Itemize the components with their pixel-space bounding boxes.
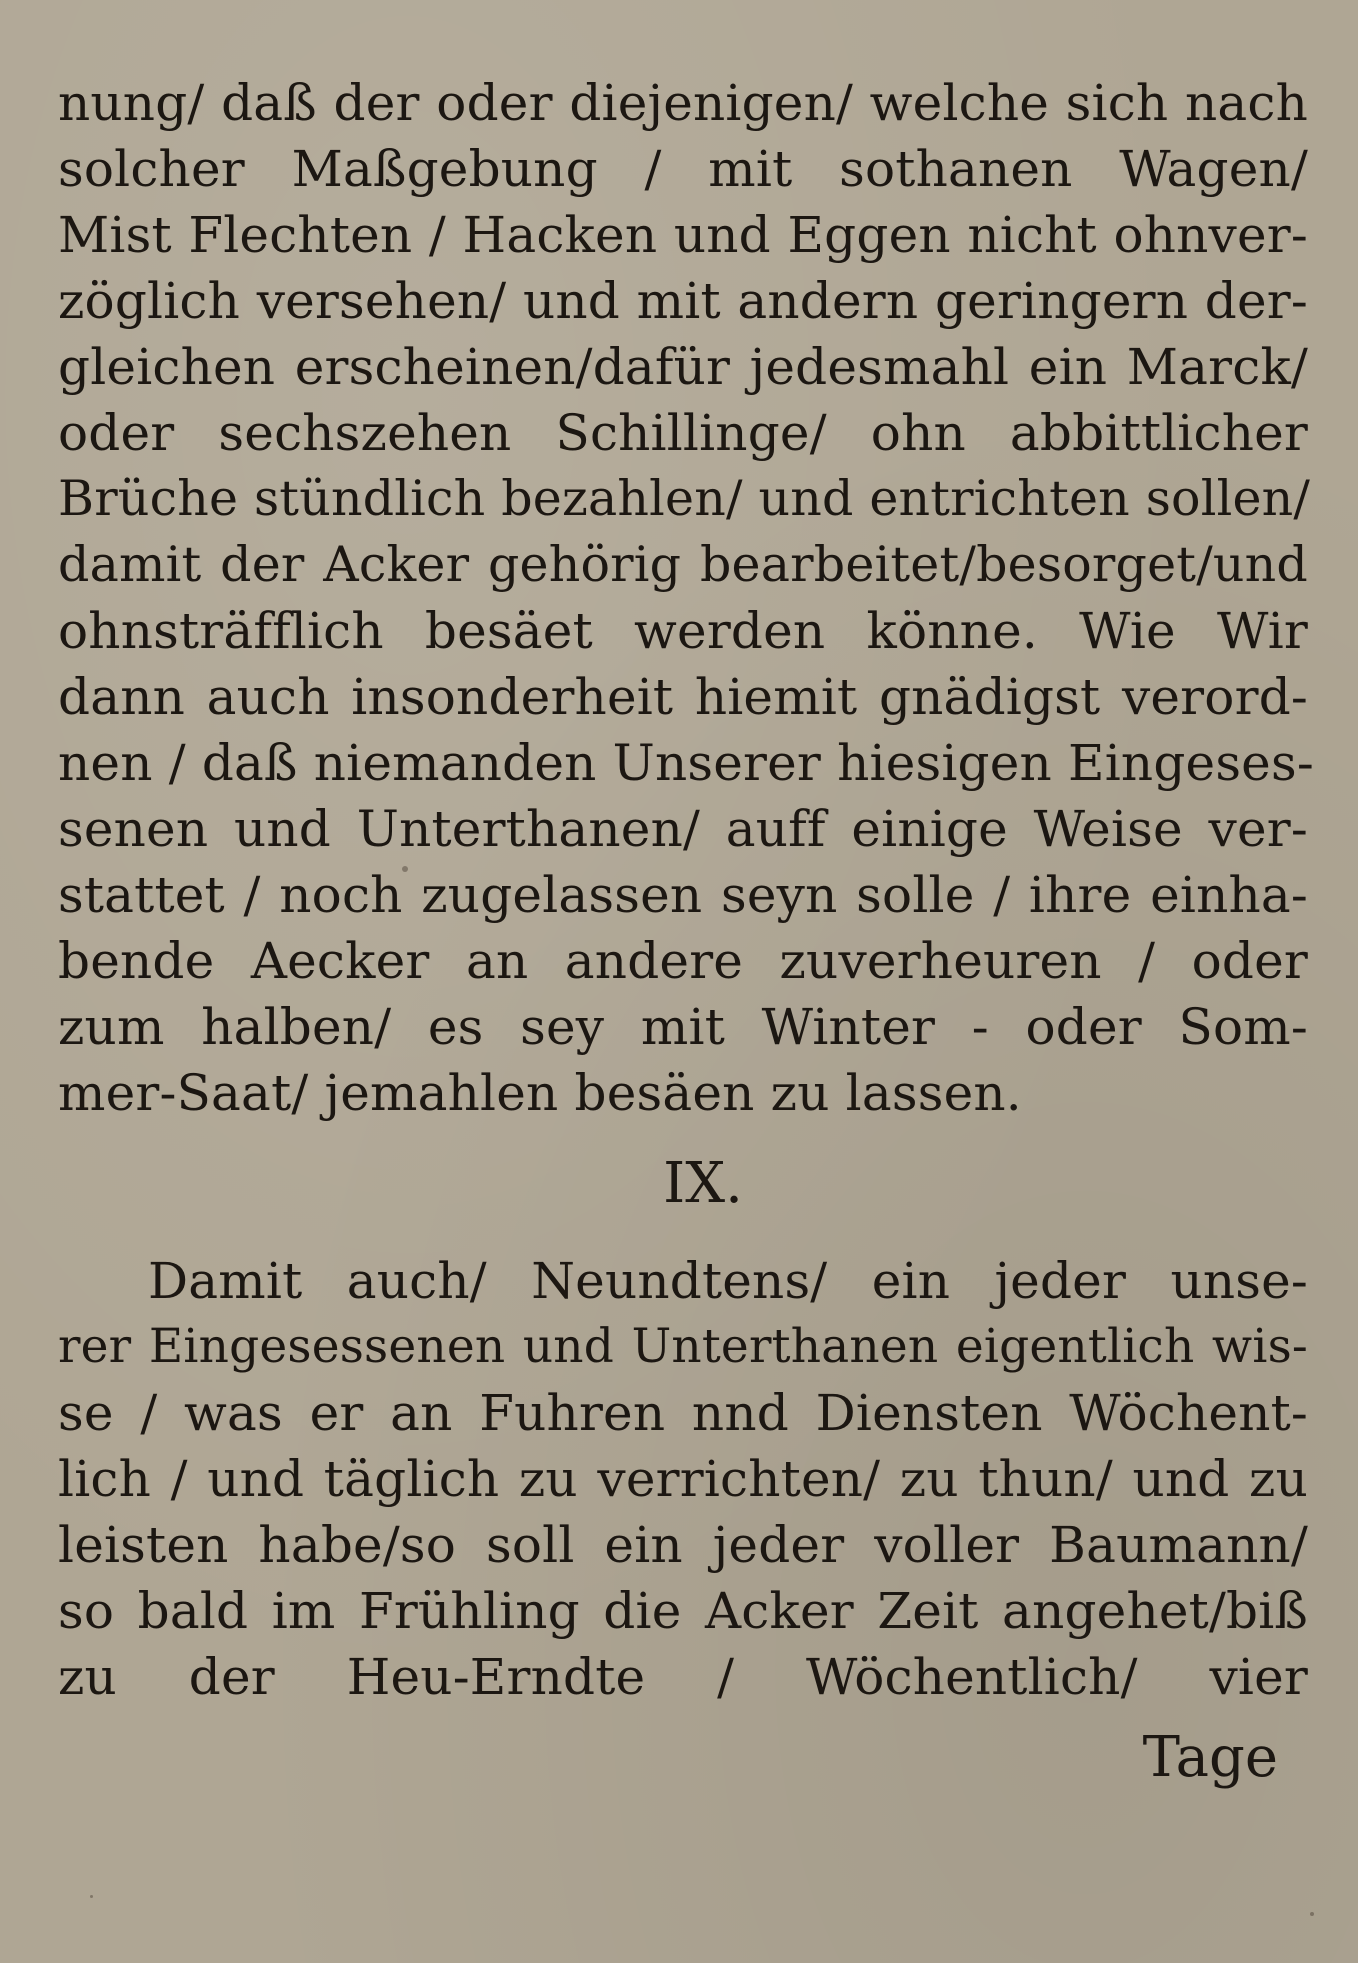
text-line: stattet / noch zugelassen seyn solle / ihre einha-	[58, 866, 1308, 924]
text-line: Damit auch/ Neundtens/ ein jeder unse-	[148, 1252, 1308, 1310]
ink-speck	[90, 1895, 93, 1898]
text-line: gleichen erscheinen/dafür jedesmahl ein Marck/	[58, 338, 1308, 396]
text-line: nung/ daß der oder diejenigen/ welche sich nach	[58, 74, 1308, 132]
text-line: bende Aecker an andere zuverheuren / oder	[58, 932, 1308, 990]
text-line: Mist Flechten / Hacken und Eggen nicht ohnver-	[58, 206, 1308, 264]
text-line: zum halben/ es sey mit Winter - oder Som-	[58, 998, 1308, 1056]
catchword: Tage	[1142, 1725, 1278, 1790]
text-line: oder sechszehen Schillinge/ ohn abbittlicher	[58, 404, 1308, 462]
section-number: IX.	[663, 1151, 743, 1216]
text-line: nen / daß niemanden Unserer hiesigen Eingeses-	[58, 734, 1314, 792]
text-line: solcher Maßgebung / mit sothanen Wagen/	[58, 140, 1308, 198]
page-text	[58, 70, 1314, 1798]
text-line: dann auch insonderheit hiemit gnädigst verord-	[58, 668, 1308, 726]
paragraph-2	[58, 1248, 1308, 1710]
text-line: leisten habe/so soll ein jeder voller Baumann/	[58, 1516, 1308, 1574]
text-line: Brüche stündlich bezahlen/ und entrichten sollen/	[58, 470, 1311, 527]
text-line: se / was er an Fuhren nnd Diensten Wöchent-	[58, 1384, 1308, 1442]
text-line: rer Eingesessenen und Unterthanen eigentlich wis-	[58, 1319, 1308, 1374]
text-line: so bald im Frühling die Acker Zeit angehet/biß	[58, 1582, 1308, 1640]
text-line: mer-Saat/ jemahlen besäen zu lassen.	[58, 1064, 1022, 1122]
text-line: zöglich versehen/ und mit andern geringern der-	[58, 272, 1308, 330]
text-line: ohnsträfflich besäet werden könne. Wie Wir	[58, 602, 1308, 660]
ink-speck	[1310, 1912, 1314, 1916]
text-line: zu der Heu-Erndte / Wöchentlich/ vier	[58, 1648, 1308, 1706]
text-line: damit der Acker gehörig bearbeitet/besorget/und	[58, 536, 1308, 593]
paragraph-1	[58, 70, 1314, 1126]
text-line: lich / und täglich zu verrichten/ zu thun/ und zu	[58, 1450, 1308, 1508]
text-line: senen und Unterthanen/ auff einige Weise ver-	[58, 800, 1308, 858]
